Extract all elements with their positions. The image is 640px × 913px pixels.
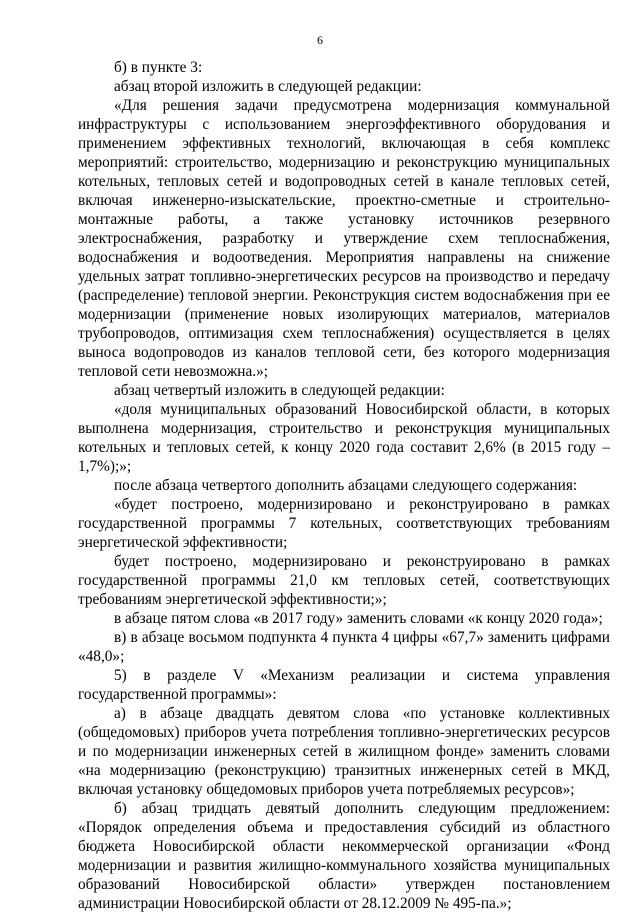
paragraph: б) в пункте 3:: [114, 59, 203, 76]
document-body: [78, 58, 610, 913]
paragraph: в абзаце пятом слова «в 2017 году» заменить словами «к концу 2020 года»;: [114, 610, 603, 627]
paragraph: «Для решения задачи предусмотрена модернизация коммунальной инфраструктуры с использованием энергоэффективного оборудования и применением эффективных технологий, включающая в себя комплекс мероприятий: строительство, модернизацию и реконструкцию муниципальных котельных, тепловых сетей и водопроводных сетей в канале тепловых сетей, включая инженерно-изыскательские, проектно-сметные и строительно-монтажные работы, а также установку источников резервного электроснабжения, разработку и утверждение схем теплоснабжения, водоснабжения и водоотведения. Мероприятия направлены на снижение удельных затрат топливно-энергетических ресурсов на производство и передачу (распределение) тепловой энергии. Реконструкция систем водоснабжения при ее модернизации (применение новых изолирующих материалов, материалов трубопроводов, оптимизация схем теплоснабжения) осуществляется в целях выноса водопроводов из каналов тепловой сети, без которого модернизация тепловой сети невозможна.»;: [78, 97, 610, 380]
paragraph: «доля муниципальных образований Новосибирской области, в которых выполнена модернизация, строительство и реконструкция муниципальных котельных и тепловых сетей, к концу 2020 года составит 2,6% (в 2015 году – 1,7%);»;: [78, 401, 610, 475]
page-number: 6: [317, 33, 323, 47]
paragraph: «будет построено, модернизировано и реконструировано в рамках государственной программы 7 котельных, соответствующих требованиям энергетической эффективности;: [78, 496, 610, 551]
paragraph: абзац четвертый изложить в следующей редакции:: [114, 382, 445, 399]
paragraph: б) абзац тридцать девятый дополнить следующим предложением: «Порядок определения объема и предоставления субсидий из областного бюджета Новосибирской области некоммерческой организации «Фонд модернизации и развития жилищно-коммунального хозяйства муниципальных образований Новосибирской области» утвержден постановлением администрации Новосибирской области от 28.12.2009 № 495-па.»;: [78, 800, 610, 912]
paragraph: абзац второй изложить в следующей редакции:: [114, 78, 422, 95]
paragraph: а) в абзаце двадцать девятом слова «по установке коллективных (общедомовых) приборов учета потребления топливно-энергетических ресурсов и по модернизации инженерных сетей в жилищном фонде» заменить словами «на модернизацию (реконструкцию) транзитных инженерных сетей в МКД, включая установку общедомовых приборов учета потребляемых ресурсов»;: [78, 705, 610, 798]
paragraph: после абзаца четвертого дополнить абзацами следующего содержания:: [114, 477, 578, 494]
paragraph: 5) в разделе V «Механизм реализации и система управления государственной программы»:: [78, 667, 610, 703]
paragraph: в) в абзаце восьмом подпункта 4 пункта 4 цифры «67,7» заменить цифрами «48,0»;: [78, 629, 610, 665]
paragraph: будет построено, модернизировано и реконструировано в рамках государственной программы 21,0 км тепловых сетей, соответствующих требованиям энергетической эффективности;»;: [78, 553, 610, 608]
